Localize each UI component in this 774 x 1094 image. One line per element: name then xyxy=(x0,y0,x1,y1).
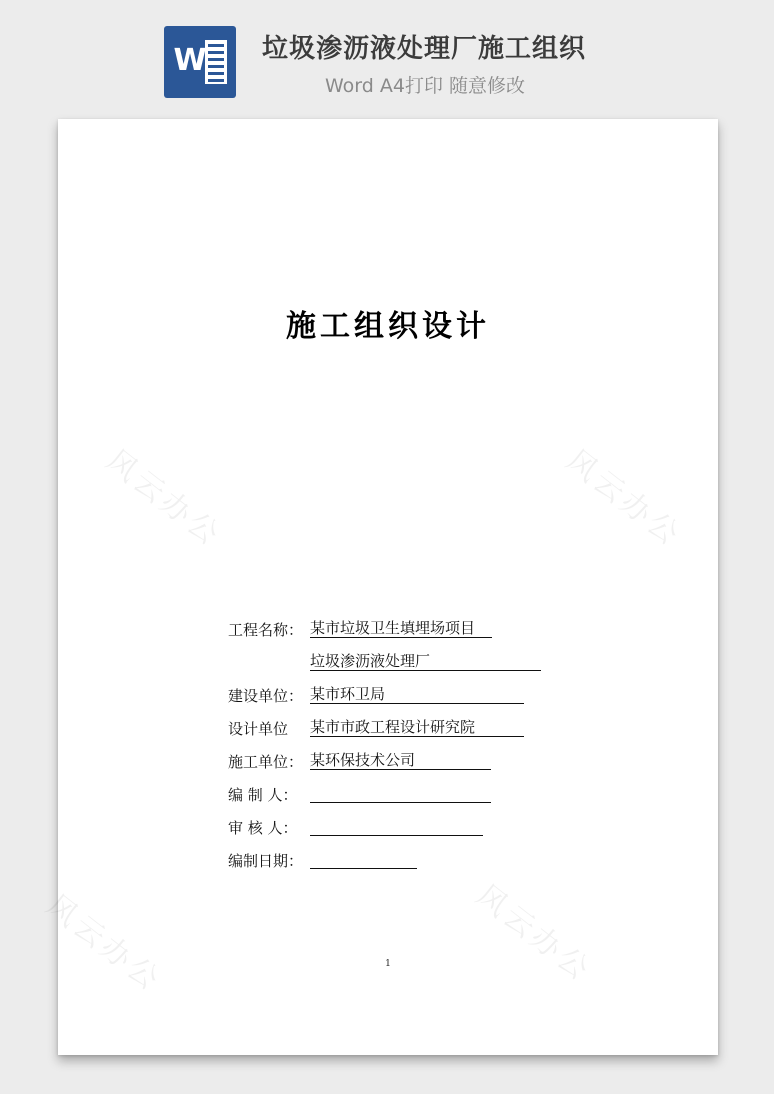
field-date xyxy=(228,850,541,883)
field-blank-line xyxy=(310,817,483,836)
watermark: 风云办公 xyxy=(469,878,599,990)
document-lines-icon xyxy=(205,40,227,84)
field-label: 建设单位： xyxy=(228,687,304,705)
field-value: 某市环卫局 xyxy=(310,685,524,704)
field-label: 施工单位： xyxy=(228,753,304,771)
field-label: 编制日期： xyxy=(228,852,304,870)
project-info-block xyxy=(228,619,541,883)
header-title: 垃圾渗沥液处理厂施工组织 xyxy=(262,34,587,64)
field-value: 某市市政工程设计研究院 xyxy=(310,718,524,737)
word-icon xyxy=(164,26,236,98)
field-blank-line xyxy=(310,784,491,803)
watermark: 风云办公 xyxy=(559,443,689,555)
field-blank-line xyxy=(310,850,417,869)
field-client xyxy=(228,685,541,718)
field-reviewer xyxy=(228,817,541,850)
watermark: 风云办公 xyxy=(39,888,169,1000)
field-project-name xyxy=(228,619,541,652)
field-value: 垃圾渗沥液处理厂 xyxy=(310,652,541,671)
field-value: 某环保技术公司 xyxy=(310,751,491,770)
field-label: 编 制 人： xyxy=(228,786,298,804)
page-number: 1 xyxy=(385,959,391,969)
field-project-name-cont xyxy=(228,652,541,685)
document-title: 施工组织设计 xyxy=(286,309,490,344)
field-designer xyxy=(228,718,541,751)
field-value: 某市垃圾卫生填埋场项目 xyxy=(310,619,492,638)
field-compiler xyxy=(228,784,541,817)
watermark: 风云办公 xyxy=(99,443,229,555)
word-letter: W xyxy=(173,43,207,78)
header-subtitle: Word A4打印 随意修改 xyxy=(325,75,526,97)
document-page xyxy=(39,119,718,1055)
field-label: 审 核 人： xyxy=(228,819,298,837)
header-banner xyxy=(0,0,774,110)
field-contractor xyxy=(228,751,541,784)
field-label: 工程名称： xyxy=(228,621,304,639)
field-label: 设计单位 xyxy=(228,720,289,738)
